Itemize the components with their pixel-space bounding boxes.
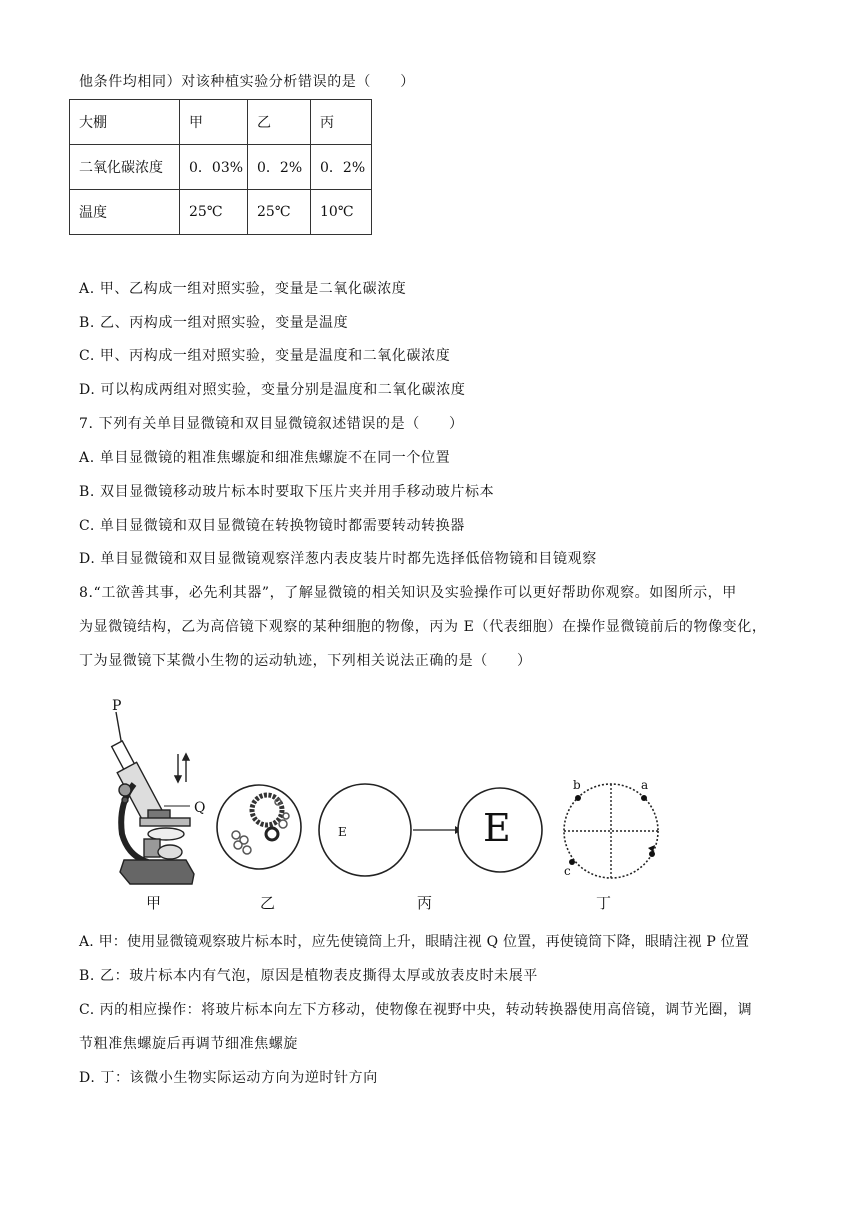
q8-stem-line-2: 为显微镜结构，乙为高倍镜下观察的某种细胞的物像，丙为 E（代表细胞）在操作显微镜前后的物像变化， — [79, 619, 767, 635]
q7-option-a: A. 单目显微镜的粗准焦螺旋和细准焦螺旋不在同一个位置 — [79, 450, 451, 466]
q8-option-c: C. 丙的相应操作：将玻片标本向左下方移动，使物像在视野中央，转动转换器使用高倍镜，调节光圈，调 — [79, 1002, 753, 1018]
label-q: Q — [194, 800, 206, 816]
point-c-label: c — [564, 864, 571, 878]
q6-option-c: C. 甲、丙构成一组对照实验，变量是温度和二氧化碳浓度 — [79, 348, 451, 364]
q8-stem-line-1: 8.“工欲善其事，必先利其器”，了解显微镜的相关知识及实验操作可以更好帮助你观察。如图所示，甲 — [79, 585, 737, 601]
point-a-dot — [641, 795, 647, 801]
q7-option-b: B. 双目显微镜移动玻片标本时要取下压片夹并用手移动玻片标本 — [79, 484, 495, 500]
q8-figure — [100, 694, 680, 914]
point-a-label: a — [641, 778, 649, 792]
caption-yi: 乙 — [260, 894, 276, 912]
table-cell: 大棚 — [70, 100, 180, 145]
caption-jia: 甲 — [146, 894, 162, 912]
table-cell: 乙 — [248, 100, 311, 145]
table-cell: 甲 — [180, 100, 248, 145]
figure-drawing — [100, 694, 680, 914]
table-cell: 0．2% — [248, 145, 311, 190]
cell-view-circle — [217, 785, 301, 869]
table-cell: 0．03% — [180, 145, 248, 190]
q8-option-b: B. 乙：玻片标本内有气泡，原因是植物表皮撕得太厚或放表皮时未展平 — [79, 968, 538, 984]
label-p: P — [112, 698, 122, 714]
large-e-label: E — [483, 806, 511, 850]
caption-bing: 丙 — [417, 894, 433, 912]
q6-option-a: A. 甲、乙构成一组对照实验，变量是二氧化碳浓度 — [79, 281, 407, 297]
table-row — [70, 145, 372, 190]
q8-option-a: A. 甲：使用显微镜观察玻片标本时，应先使镜筒上升，眼睛注视 Q 位置，再使镜筒下降，眼睛注视 P 位置 — [79, 934, 750, 950]
intro-line: 他条件均相同）对该种植实验分析错误的是（ ） — [79, 74, 415, 90]
table-row — [70, 190, 372, 235]
table-cell: 10℃ — [311, 190, 372, 235]
table-row — [70, 100, 372, 145]
table-cell: 25℃ — [180, 190, 248, 235]
q8-option-c-cont: 节粗准焦螺旋后再调节细准焦螺旋 — [79, 1036, 298, 1052]
q7-option-d: D. 单目显微镜和双目显微镜观察洋葱内表皮装片时都先选择低倍物镜和目镜观察 — [79, 551, 597, 567]
caption-ding: 丁 — [596, 894, 612, 912]
q6-option-b: B. 乙、丙构成一组对照实验，变量是温度 — [79, 315, 349, 331]
q8-option-d: D. 丁：该微小生物实际运动方向为逆时针方向 — [79, 1070, 378, 1086]
small-e-label: E — [338, 825, 347, 839]
microscope-drawing — [112, 712, 194, 884]
q6-option-d: D. 可以构成两组对照实验，变量分别是温度和二氧化碳浓度 — [79, 382, 466, 398]
table-cell: 丙 — [311, 100, 372, 145]
point-b-label: b — [573, 778, 581, 792]
q7-option-c: C. 单目显微镜和双目显微镜在转换物镜时都需要转动转换器 — [79, 518, 465, 534]
point-b-dot — [575, 795, 581, 801]
q8-stem-line-3: 丁为显微镜下某微小生物的运动轨迹，下列相关说法正确的是（ ） — [79, 653, 532, 669]
table-cell: 二氧化碳浓度 — [70, 145, 180, 190]
view-before-circle — [319, 784, 411, 876]
trajectory-view — [564, 784, 658, 878]
table-cell: 温度 — [70, 190, 180, 235]
table-cell: 0．2% — [311, 145, 372, 190]
conditions-table — [69, 99, 372, 235]
table-cell: 25℃ — [248, 190, 311, 235]
q7-stem: 7. 下列有关单目显微镜和双目显微镜叙述错误的是（ ） — [79, 416, 464, 432]
